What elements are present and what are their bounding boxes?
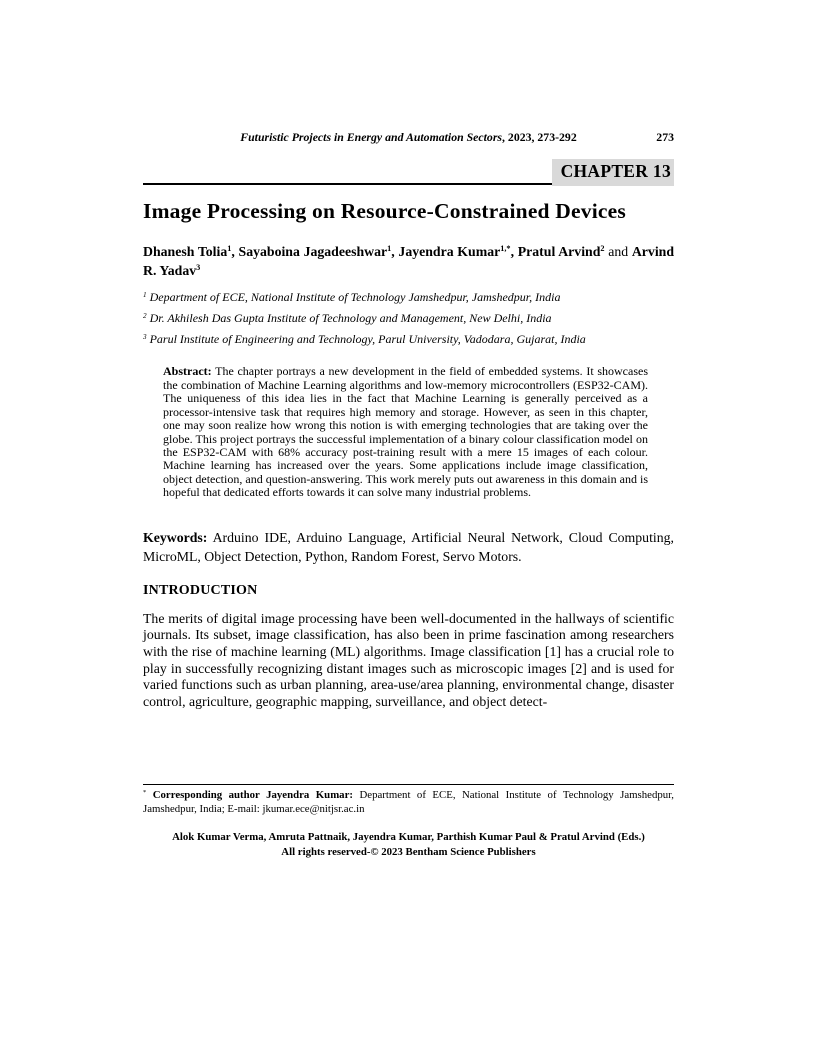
keywords — [143, 528, 674, 566]
imprint — [143, 830, 674, 861]
affiliation-2-text: Dr. Akhilesh Das Gupta Institute of Technology and Management, New Delhi, India — [146, 311, 552, 326]
affiliation-1 — [143, 290, 674, 304]
chapter-label: CHAPTER 13 — [552, 159, 674, 186]
section-heading-introduction: INTRODUCTION — [143, 582, 258, 598]
footnote-text: Department of ECE, National Institute of Technology Jamshedpur, Jamshedpur, India; E-mail: jkumar.ece@nitjsr.ac.in — [143, 789, 674, 816]
running-head — [143, 130, 674, 144]
footnote-divider — [143, 784, 674, 785]
abstract-label: Abstract: — [163, 364, 212, 379]
affiliations — [143, 290, 674, 346]
affiliation-3 — [143, 332, 674, 346]
book-title: Futuristic Projects in Energy and Automation Sectors — [240, 130, 503, 144]
affiliation-3-text: Parul Institute of Engineering and Technology, Parul University, Vadodara, Gujarat, India — [146, 332, 586, 347]
intro-paragraph: The merits of digital image processing have been well-documented in the hallways of scientific journals. Its subset, image classification, has also been in prime fascination among researchers with the rise of machine learning (ML) algorithms. Image classification [1] has a crucial role to play in successfully recognizing distant images such as microscopic images [2] and is used for varied functions such as urban planning, area-use/area planning, environmental change, disaster control, agriculture, geographic mapping, surveillance, and object detect- — [143, 610, 674, 710]
chapter-title: Image Processing on Resource-Constrained Devices — [143, 199, 626, 224]
abstract — [163, 365, 648, 499]
affiliation-2-marker: 2 — [143, 312, 147, 321]
page-number: 273 — [656, 130, 674, 144]
affiliation-3-marker: 3 — [143, 333, 147, 342]
page-footer — [143, 784, 674, 861]
chapter-row — [143, 159, 674, 185]
rights-line: All rights reserved-© 2023 Bentham Science Publishers — [281, 846, 536, 859]
editors-line: Alok Kumar Verma, Amruta Pattnaik, Jayendra Kumar, Parthish Kumar Paul & Pratul Arvind (Eds.) — [172, 830, 645, 843]
running-head-text — [240, 130, 576, 144]
footnote-marker: * — [143, 789, 147, 797]
header-year-pages: , 2023, 273-292 — [502, 130, 577, 144]
authors-line: Dhanesh Tolia$^1$, Sayaboina Jagadeeshwar$^1$, Jayendra Kumar$^{1,*}$, Pratul Arvind$^2$ and Arvind R. Yadav$^3$ — [143, 243, 675, 278]
footnote-label: Corresponding author Jayendra Kumar: — [146, 789, 353, 801]
keywords-text: Arduino IDE, Arduino Language, Artificial Neural Network, Cloud Computing, MicroML, Object Detection, Python, Random Forest, Servo Motors. — [143, 529, 674, 564]
keywords-label: Keywords: — [143, 529, 208, 545]
affiliation-1-marker: 1 — [143, 290, 147, 299]
abstract-text: The chapter portrays a new development in the field of embedded systems. It showcases the combination of Machine Learning algorithms and low-memory microcontrollers (ESP32-CAM). The uniqueness of this idea lies in the fact that Machine Learning is generally perceived as a processor-intensive task that requires high memory and storage. However, as seen in this chapter, one may soon realize how wrong this notion is with emerging technologies that are taking over the globe. This project portrays the successful implementation of a binary colour classification model on the ESP32-CAM with 68% accuracy post-training result with a mere 15 images of each colour. Machine learning has increased over the years. Some applications include image classification, object detection, and question-answering. This work merely puts out awareness in this domain and is hopeful that dedicated efforts towards it can solve many industrial problems. — [163, 364, 648, 500]
content-column — [143, 130, 674, 711]
affiliation-2 — [143, 311, 674, 325]
affiliation-1-text: Department of ECE, National Institute of Technology Jamshedpur, Jamshedpur, India — [146, 289, 561, 304]
corresponding-author-footnote — [143, 788, 674, 817]
